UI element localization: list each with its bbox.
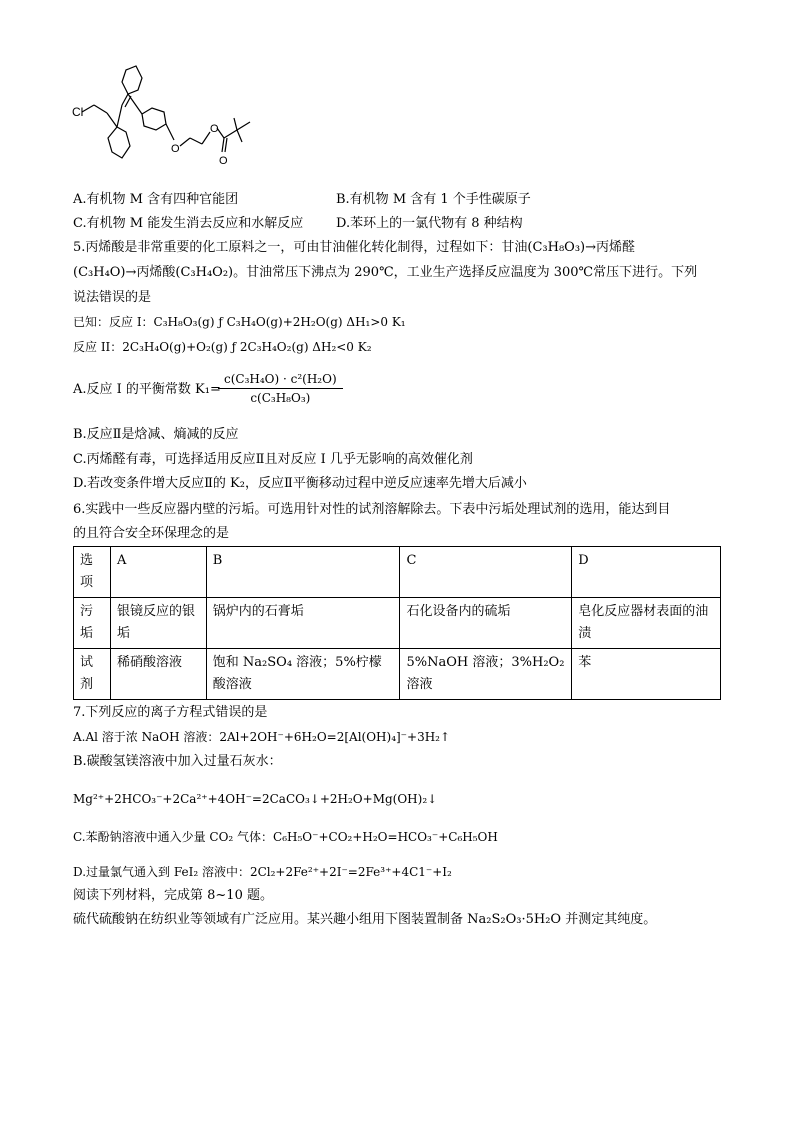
q5-stem-line3: 说法错误的是 <box>73 290 152 305</box>
q5-option-a-fraction <box>218 370 343 407</box>
table-cell: 皂化反应器材表面的油渍 <box>572 598 721 649</box>
table-cell: 饱和 Na₂SO₄ 溶液；5%柠檬酸溶液 <box>206 649 400 700</box>
table-row <box>74 598 721 649</box>
row-header-option: 选项 <box>74 547 111 598</box>
table-cell: 稀硝酸溶液 <box>110 649 206 700</box>
svg-text:O: O <box>171 143 180 155</box>
q5-option-d: D.若改变条件增大反应Ⅱ的 K₂，反应Ⅱ平衡移动过程中逆反应速率先增大后减小 <box>73 476 527 491</box>
table-cell: 银镜反应的银垢 <box>110 598 206 649</box>
fraction-denominator: c(C₃H₈O₃) <box>250 391 311 405</box>
q4-option-c: C.有机物 M 能发生消去反应和水解反应 <box>73 216 304 231</box>
q5-known-reaction2: 反应 II：2C₃H₄O(g)+O₂(g) ƒ 2C₃H₄O₂(g) ΔH₂<0 K₂ <box>73 340 372 354</box>
q7-stem: 7.下列反应的离子方程式错误的是 <box>73 705 268 720</box>
svg-text:O: O <box>219 155 228 167</box>
q7-option-a: A.Al 溶于浓 NaOH 溶液：2Al+2OH⁻+6H₂O=2[Al(OH)₄]⁻+3H₂↑ <box>73 730 451 744</box>
q5-option-b: B.反应Ⅱ是焓减、熵减的反应 <box>73 427 239 442</box>
table-cell: B <box>206 547 400 598</box>
svg-text:O: O <box>210 123 219 135</box>
q5-option-a-prefix: A.反应 I 的平衡常数 K₁= <box>73 382 221 397</box>
table-row <box>74 649 721 700</box>
q5-option-c: C.丙烯醛有毒，可选择适用反应Ⅱ且对反应 I 几乎无影响的高效催化剂 <box>73 452 473 467</box>
q7-option-b-equation: Mg²⁺+2HCO₃⁻+2Ca²⁺+4OH⁻=2CaCO₃↓+2H₂O+Mg(OH)₂↓ <box>73 792 438 806</box>
table-cell: D <box>572 547 721 598</box>
table-row <box>74 547 721 598</box>
q7-option-b: B.碳酸氢镁溶液中加入过量石灰水： <box>73 754 282 769</box>
q4-option-a: A.有机物 M 含有四种官能团 <box>73 192 239 207</box>
q5-known-reaction1: 已知：反应 I：C₃H₈O₃(g) ƒ C₃H₄O(g)+2H₂O(g) ΔH₁>0 K₁ <box>73 315 406 329</box>
q6-options-table <box>73 546 721 700</box>
q5-stem-line1: 5.丙烯酸是非常重要的化工原料之一，可由甘油催化转化制得，过程如下：甘油(C₃H₈O₃)→丙烯醛 <box>73 240 636 255</box>
q5-stem-line2: (C₃H₄O)→丙烯酸(C₃H₄O₂)。甘油常压下沸点为 290℃，工业生产选择反应温度为 300℃常压下进行。下列 <box>73 265 698 280</box>
table-cell: 5%NaOH 溶液；3%H₂O₂ 溶液 <box>400 649 572 700</box>
row-header-reagent: 试剂 <box>74 649 111 700</box>
table-cell: A <box>110 547 206 598</box>
q7-option-c: C.苯酚钠溶液中通入少量 CO₂ 气体：C₆H₅O⁻+CO₂+H₂O=HCO₃⁻+C₆H₅OH <box>73 830 498 844</box>
q6-stem-line1: 6.实践中一些反应器内壁的污垢。可选用针对性的试剂溶解除去。下表中污垢处理试剂的选用，能达到目 <box>73 502 671 517</box>
table-cell: C <box>400 547 572 598</box>
reading-intro: 阅读下列材料，完成第 8~10 题。 <box>73 888 273 903</box>
q7-option-d: D.过量氯气通入到 FeI₂ 溶液中：2Cl₂+2Fe²⁺+2I⁻=2Fe³⁺+4C1⁻+I₂ <box>73 865 452 879</box>
table-cell: 石化设备内的硫垢 <box>400 598 572 649</box>
molecule-m-structure <box>62 60 262 180</box>
q4-option-b: B.有机物 M 含有 1 个手性碳原子 <box>336 192 531 207</box>
table-cell: 苯 <box>572 649 721 700</box>
q4-option-d: D.苯环上的一氯代物有 8 种结构 <box>336 216 523 231</box>
q6-stem-line2: 的且符合安全环保理念的是 <box>73 526 230 541</box>
fraction-numerator: c(C₃H₄O) · c²(H₂O) <box>218 370 343 389</box>
row-header-deposit: 污垢 <box>74 598 111 649</box>
reading-material-text: 硫代硫酸钠在纺织业等领域有广泛应用。某兴趣小组用下图装置制备 Na₂S₂O₃·5H₂O 并测定其纯度。 <box>73 912 657 927</box>
table-cell: 锅炉内的石膏垢 <box>206 598 400 649</box>
cl-label: Cl <box>72 105 84 119</box>
